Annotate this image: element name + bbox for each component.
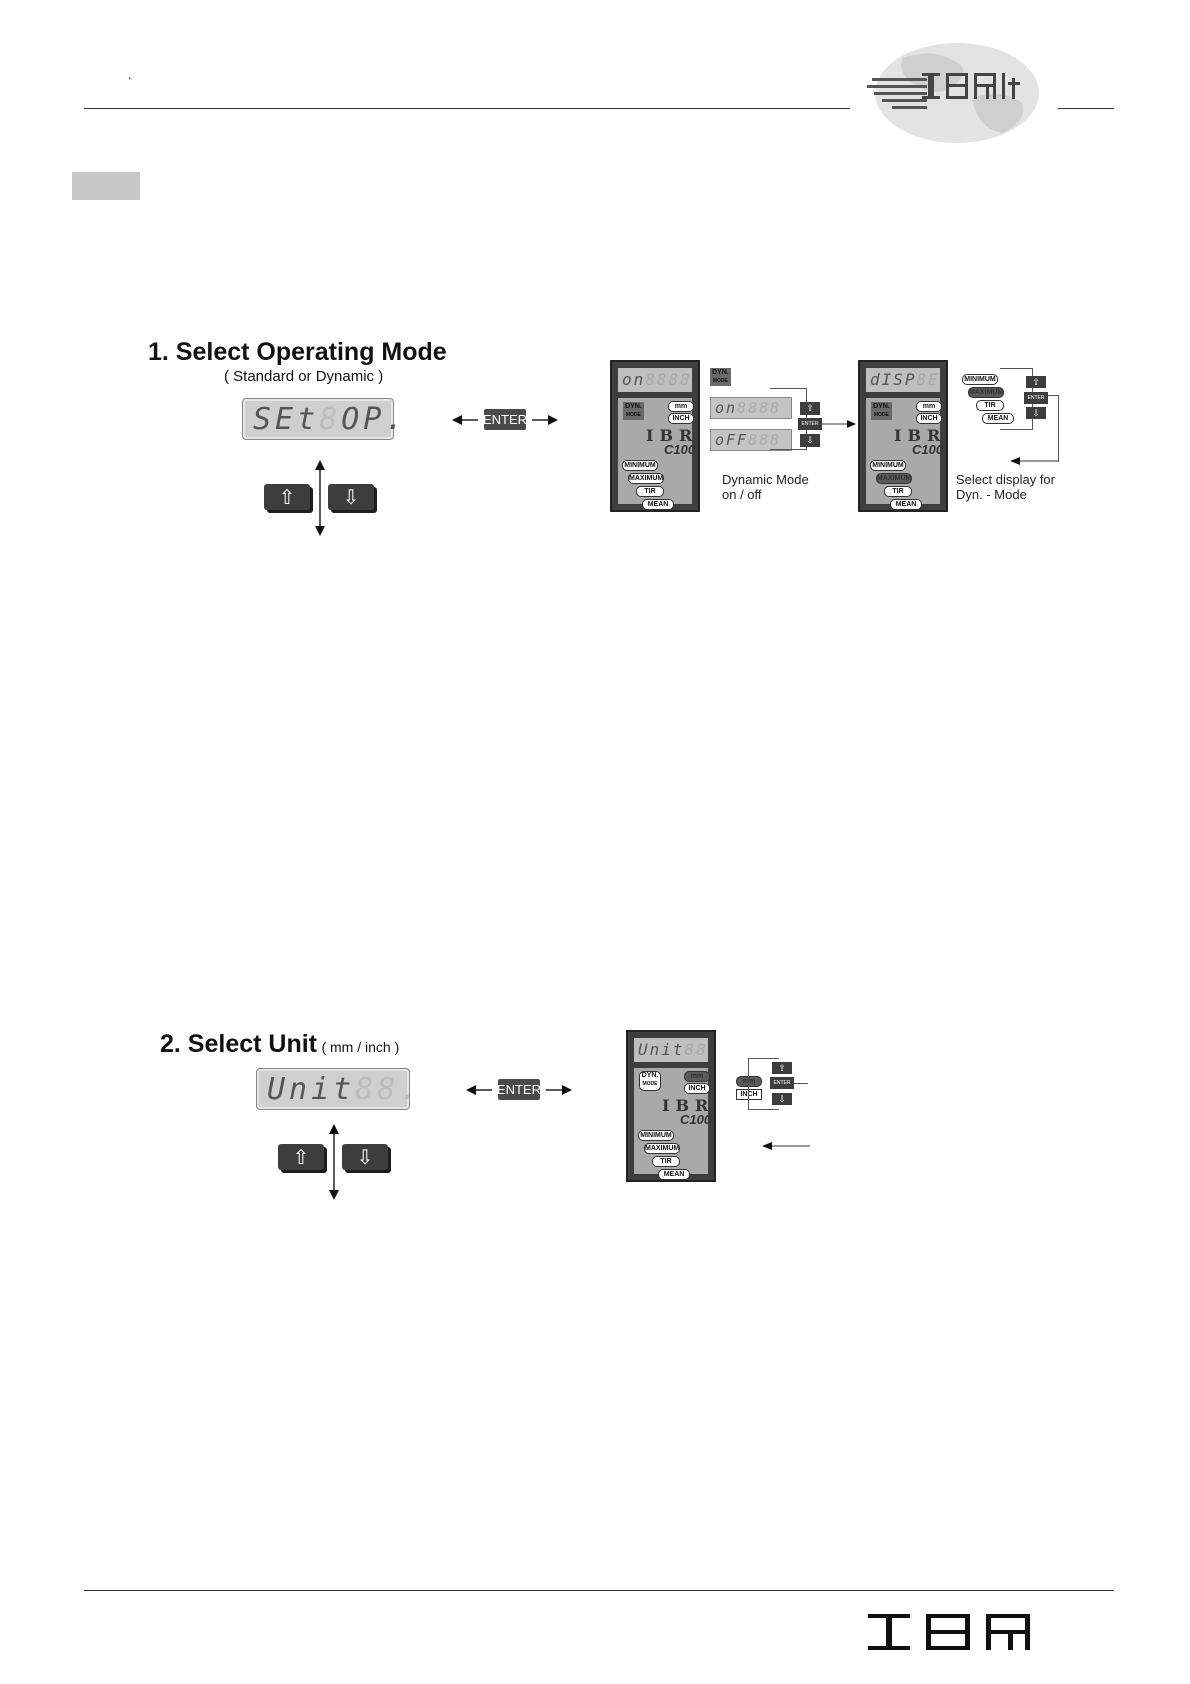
select-maximum: MAXIMUM (969, 389, 1004, 396)
enter-left-arrow-2 (466, 1083, 494, 1097)
device-brand: IBR (894, 426, 947, 445)
tir-pill: TIR (636, 486, 664, 497)
mini-lcd-off-dim: 888 (748, 431, 782, 449)
unit-mm-pill: mm (668, 401, 694, 412)
device-brand: IBR (646, 426, 699, 445)
lcd-dim-text: 88. (355, 1071, 422, 1107)
mini-dyn-label (710, 368, 731, 386)
section2-heading (160, 1030, 399, 1059)
lcd-lit-text: Unit (267, 1071, 356, 1107)
device-model: C100 (912, 442, 944, 457)
device-model: C100 (664, 442, 696, 457)
down-key-2[interactable]: ⇩ (342, 1144, 388, 1170)
device-c100-unit (626, 1030, 716, 1182)
maximum-pill: MAXIMUM (645, 1145, 680, 1152)
operating-mode-display (242, 398, 408, 440)
device-screen (866, 368, 940, 392)
maximum-pill: MAXIMUM (877, 475, 912, 482)
dynamic-mode-caption (722, 472, 809, 502)
dyn-sub: MODE (642, 1081, 658, 1087)
device-c100-dynamic (610, 360, 700, 512)
mean-pill: MEAN (642, 499, 674, 510)
mini-dyn-sub: MODE (712, 378, 728, 384)
select-down-key[interactable]: ⇩ (1026, 407, 1046, 419)
minimum-pill: MINIMUM (622, 460, 658, 471)
enter-key-2[interactable]: ENTER (498, 1079, 540, 1100)
lcd-lit-text: SEt (253, 401, 320, 437)
mean-pill: MEAN (658, 1169, 690, 1180)
ibr-footer-logo (868, 1614, 1038, 1650)
vertical-double-arrow (310, 460, 330, 536)
enter-left-arrow (452, 413, 480, 427)
mini-lcd-off-lit: oFF (715, 431, 749, 449)
select-mean: MEAN (982, 413, 1014, 424)
mean-pill: MEAN (890, 499, 922, 510)
device-screen-dim: 88 (684, 1040, 708, 1059)
tir-pill: TIR (884, 486, 912, 497)
mini-lcd-on-lit: on (715, 399, 738, 417)
footer-rule (84, 1590, 1114, 1591)
mini-enter-key[interactable]: ENTER (798, 418, 822, 430)
dyn-label: DYN. (873, 403, 890, 410)
mini-lcd-on-dim: 8888 (737, 399, 782, 417)
unit-option-mm: mm (736, 1076, 762, 1087)
dyn-label: DYN. (641, 1072, 659, 1079)
enter-right-arrow-2 (544, 1083, 572, 1097)
header-rule-left (84, 108, 850, 109)
unit-option-inch: INCH (736, 1089, 762, 1100)
minimum-pill: MINIMUM (870, 460, 906, 471)
section2-subtitle: ( mm / inch ) (321, 1039, 400, 1055)
header-dot: . (128, 68, 132, 82)
unit-enter-key[interactable]: ENTER (770, 1077, 794, 1089)
ibr-globe-logo (862, 38, 1052, 148)
device-screen-dim: 8E (916, 370, 940, 389)
device-screen-lit: dISP (870, 370, 917, 389)
maximum-pill: MAXIMUM (629, 475, 664, 482)
caption-right-line-2: Dyn. - Mode (956, 487, 1027, 502)
unit-return-arrow (762, 1140, 812, 1152)
device-screen-lit: Unit (638, 1040, 685, 1059)
to-right-device-arrow (822, 418, 856, 430)
unit-inch-pill: INCH (684, 1083, 710, 1094)
vertical-double-arrow-2 (324, 1124, 344, 1200)
unit-mm-pill: mm (916, 401, 942, 412)
device-panel (618, 398, 699, 508)
device-screen (618, 368, 692, 392)
caption-line-1: Dynamic Mode (722, 472, 809, 487)
enter-right-arrow (530, 413, 558, 427)
device-screen (634, 1038, 708, 1062)
device-panel (634, 1068, 715, 1178)
dyn-mode-label (871, 402, 892, 420)
select-tir: TIR (976, 400, 1004, 411)
select-display-caption (956, 472, 1055, 502)
unit-right-line (794, 1083, 808, 1084)
caption-line-2: on / off (722, 487, 762, 502)
up-key[interactable]: ⇧ (264, 484, 310, 510)
mini-up-key[interactable]: ⇧ (800, 402, 820, 415)
enter-key[interactable]: ENTER (484, 409, 526, 430)
tir-pill: TIR (652, 1156, 680, 1167)
section1-subtitle: ( Standard or Dynamic ) (224, 368, 384, 385)
device-model: C100 (680, 1112, 712, 1127)
lcd-dim-text: 8 (319, 401, 342, 437)
unit-down-key[interactable]: ⇩ (772, 1093, 792, 1105)
minimum-pill: MINIMUM (638, 1130, 674, 1141)
up-key-2[interactable]: ⇧ (278, 1144, 324, 1170)
select-return-line (1048, 395, 1059, 462)
unit-display (256, 1068, 422, 1110)
dyn-mode-label (623, 402, 644, 420)
select-up-key[interactable]: ⇧ (1026, 376, 1046, 388)
header-rule-right (1058, 108, 1114, 109)
section-tab (72, 172, 140, 200)
lcd-lit-text-2: OP. (341, 401, 408, 437)
section1-title: 1. Select Operating Mode (148, 338, 447, 366)
device-screen-lit: on (622, 370, 646, 389)
dyn-sub: MODE (625, 412, 641, 418)
unit-inch-pill: INCH (916, 413, 942, 424)
device-c100-display-select (858, 360, 948, 512)
mini-down-key[interactable]: ⇩ (800, 434, 820, 447)
unit-mm-pill: mm (684, 1071, 710, 1082)
mini-dyn-text: DYN. (712, 369, 729, 376)
section2-title: 2. Select Unit (160, 1030, 317, 1058)
select-minimum: MINIMUM (962, 374, 998, 385)
select-return-arrow (1010, 455, 1060, 467)
dyn-label: DYN. (625, 403, 642, 410)
device-screen-dim: 8888 (645, 370, 692, 389)
device-panel (866, 398, 947, 508)
dyn-mode-pill (639, 1071, 661, 1091)
unit-inch-pill: INCH (668, 413, 694, 424)
caption-right-line-1: Select display for (956, 472, 1055, 487)
select-enter-key[interactable]: ENTER (1024, 392, 1048, 404)
down-key[interactable]: ⇩ (328, 484, 374, 510)
device-brand: IBR (662, 1096, 715, 1115)
dyn-sub: MODE (873, 412, 889, 418)
unit-up-key[interactable]: ⇧ (772, 1062, 792, 1074)
